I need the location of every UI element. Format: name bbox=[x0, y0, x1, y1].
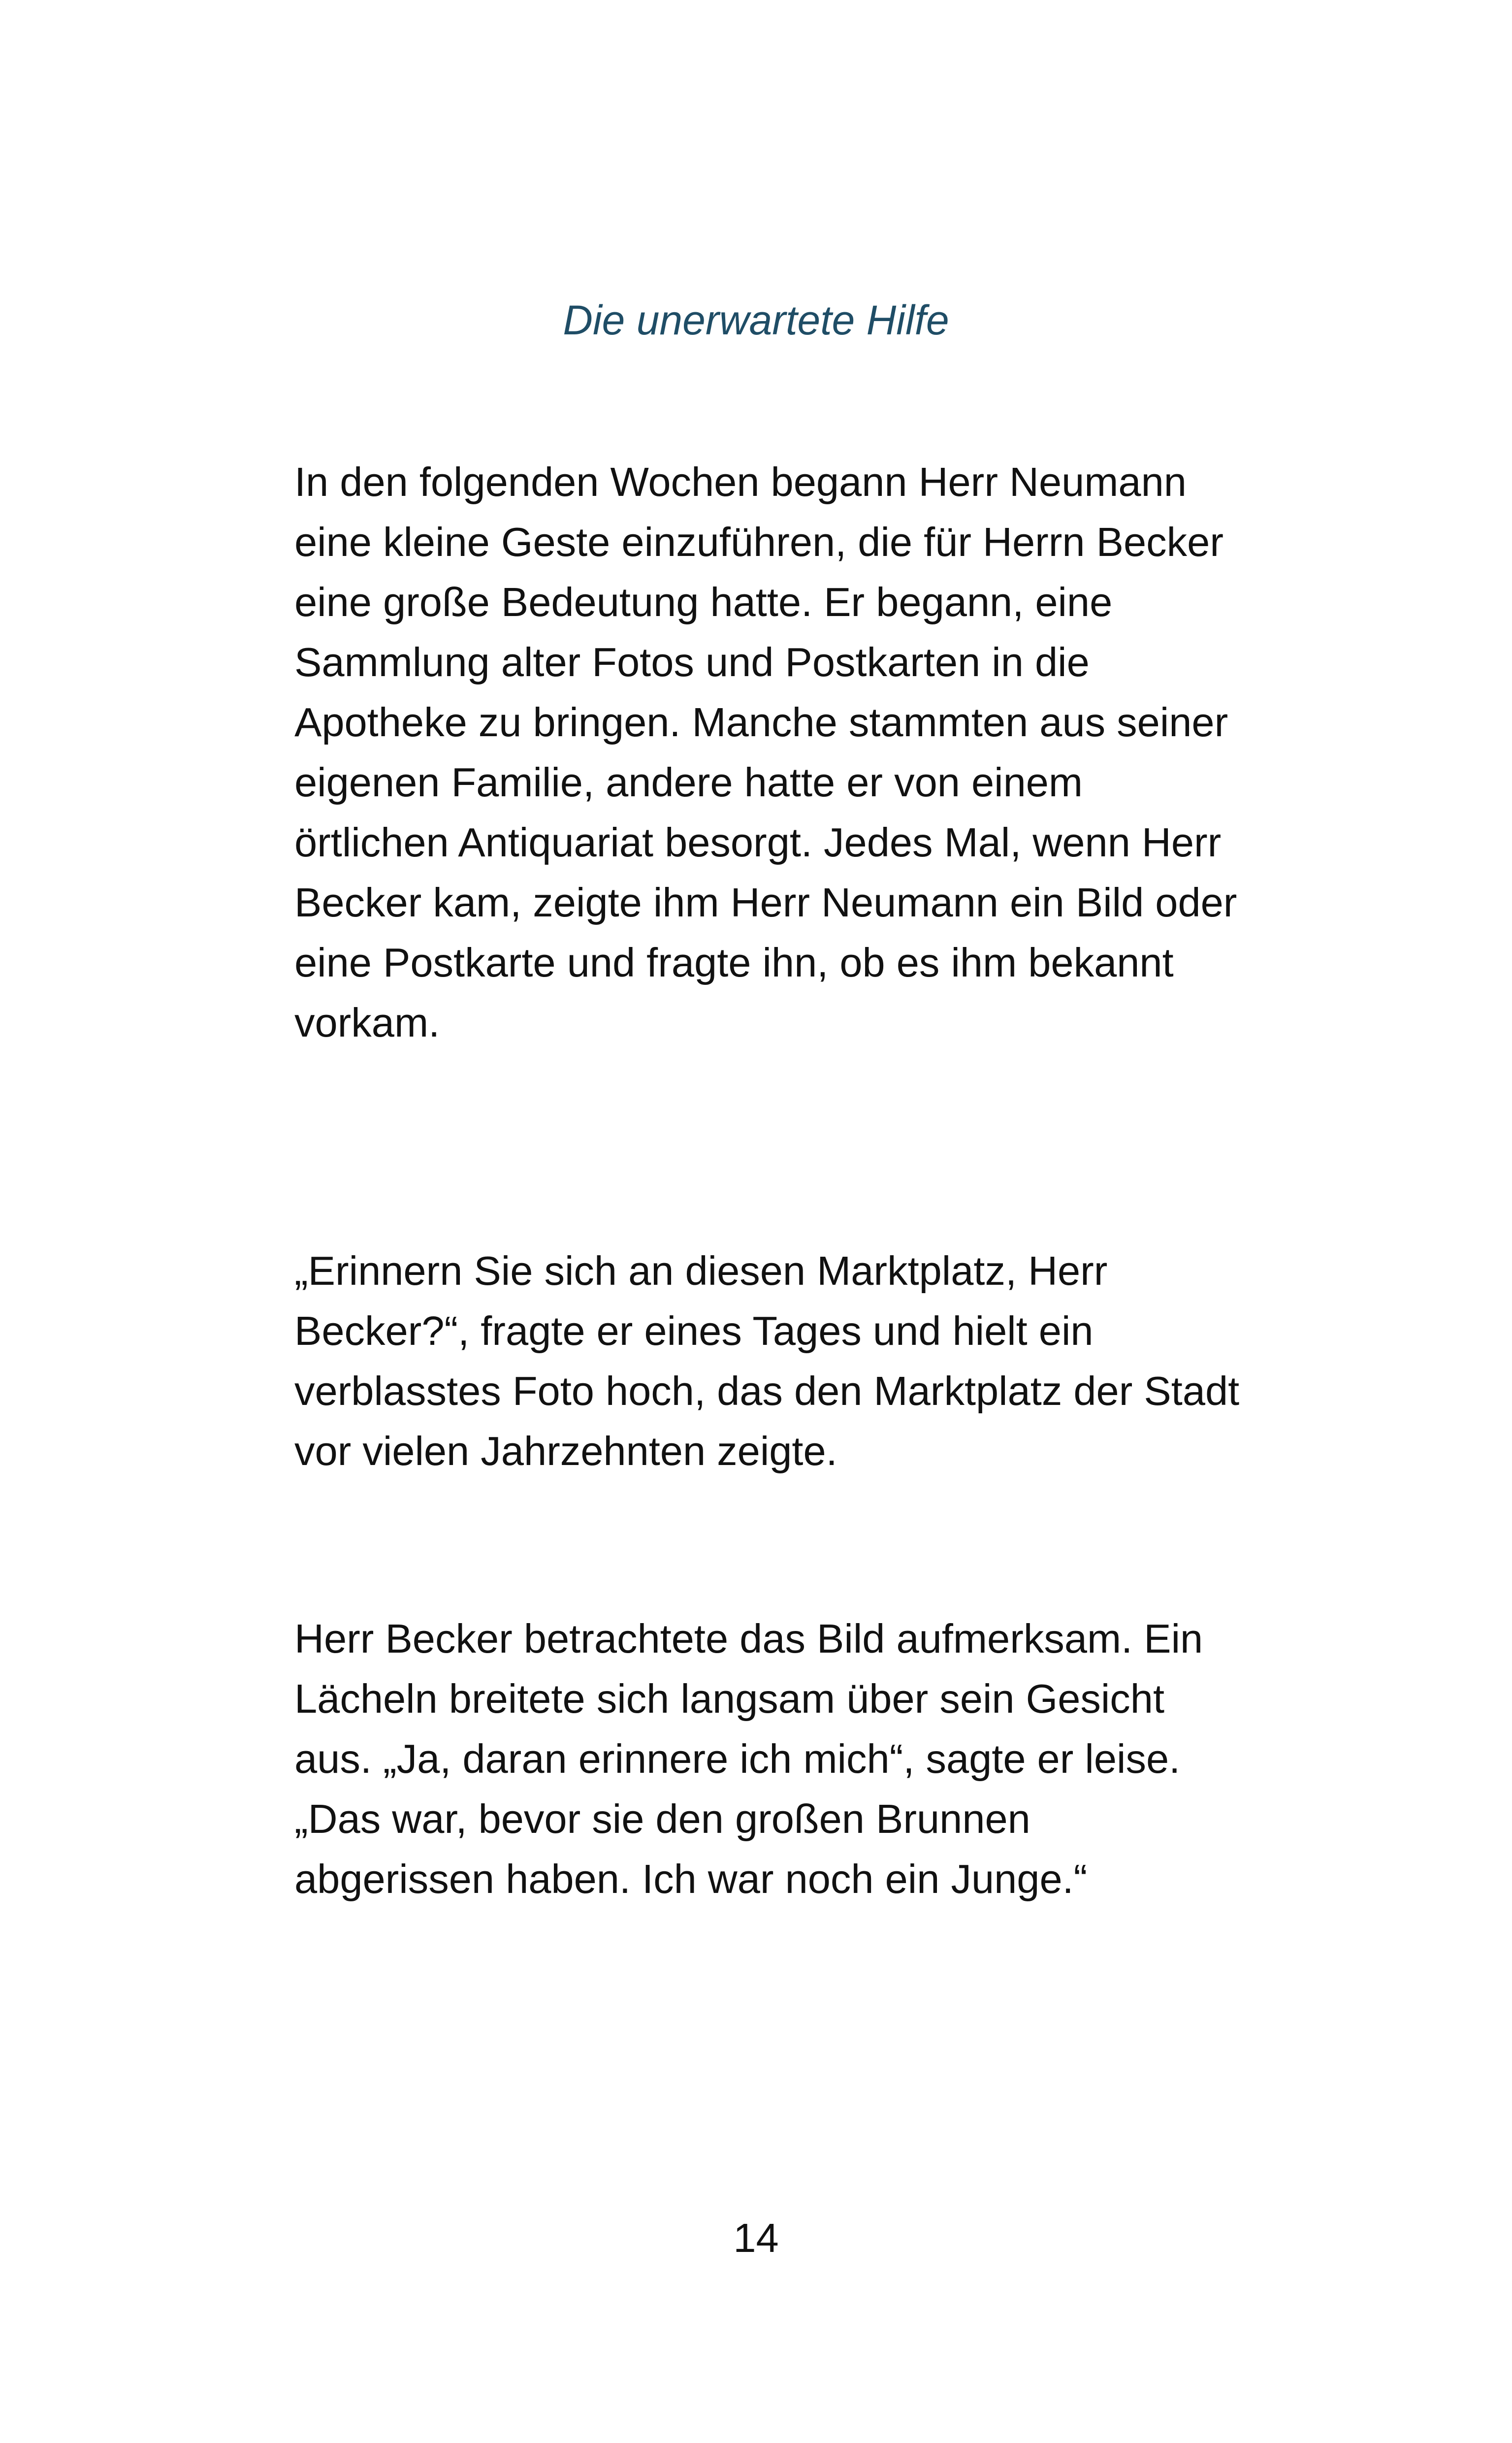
chapter-title: Die unerwartete Hilfe bbox=[563, 297, 949, 343]
page-number: 14 bbox=[733, 2215, 779, 2261]
paragraph-3: Herr Becker betrachtete das Bild aufmerksam. Ein Lächeln breitete sich langsam über sein Gesicht aus. „Ja, daran erinnere ich mich“, sagte er leise. „Das war, bevor sie den großen Brunnen abgerissen haben. Ich war noch ein Junge.“ bbox=[294, 1616, 1203, 1902]
paragraph-1: In den folgenden Wochen begann Herr Neumann eine kleine Geste einzuführen, die für Herrn Becker eine große Bedeutung hatte. Er begann, eine Sammlung alter Fotos und Postkarten in die Apotheke zu bringen. Manche stammten aus seiner eigenen Familie, andere hatte er von einem örtlichen Antiquariat besorgt. Jedes Mal, wenn Herr Becker kam, zeigte ihm Herr Neumann ein Bild oder eine Postkarte und fragte ihn, ob es ihm bekannt vorkam. bbox=[294, 459, 1237, 1045]
paragraph-2: „Erinnern Sie sich an diesen Marktplatz, Herr Becker?“, fragte er eines Tages und hielt ein verblasstes Foto hoch, das den Marktplatz der Stadt vor vielen Jahrzehnten zeigte. bbox=[294, 1248, 1240, 1474]
